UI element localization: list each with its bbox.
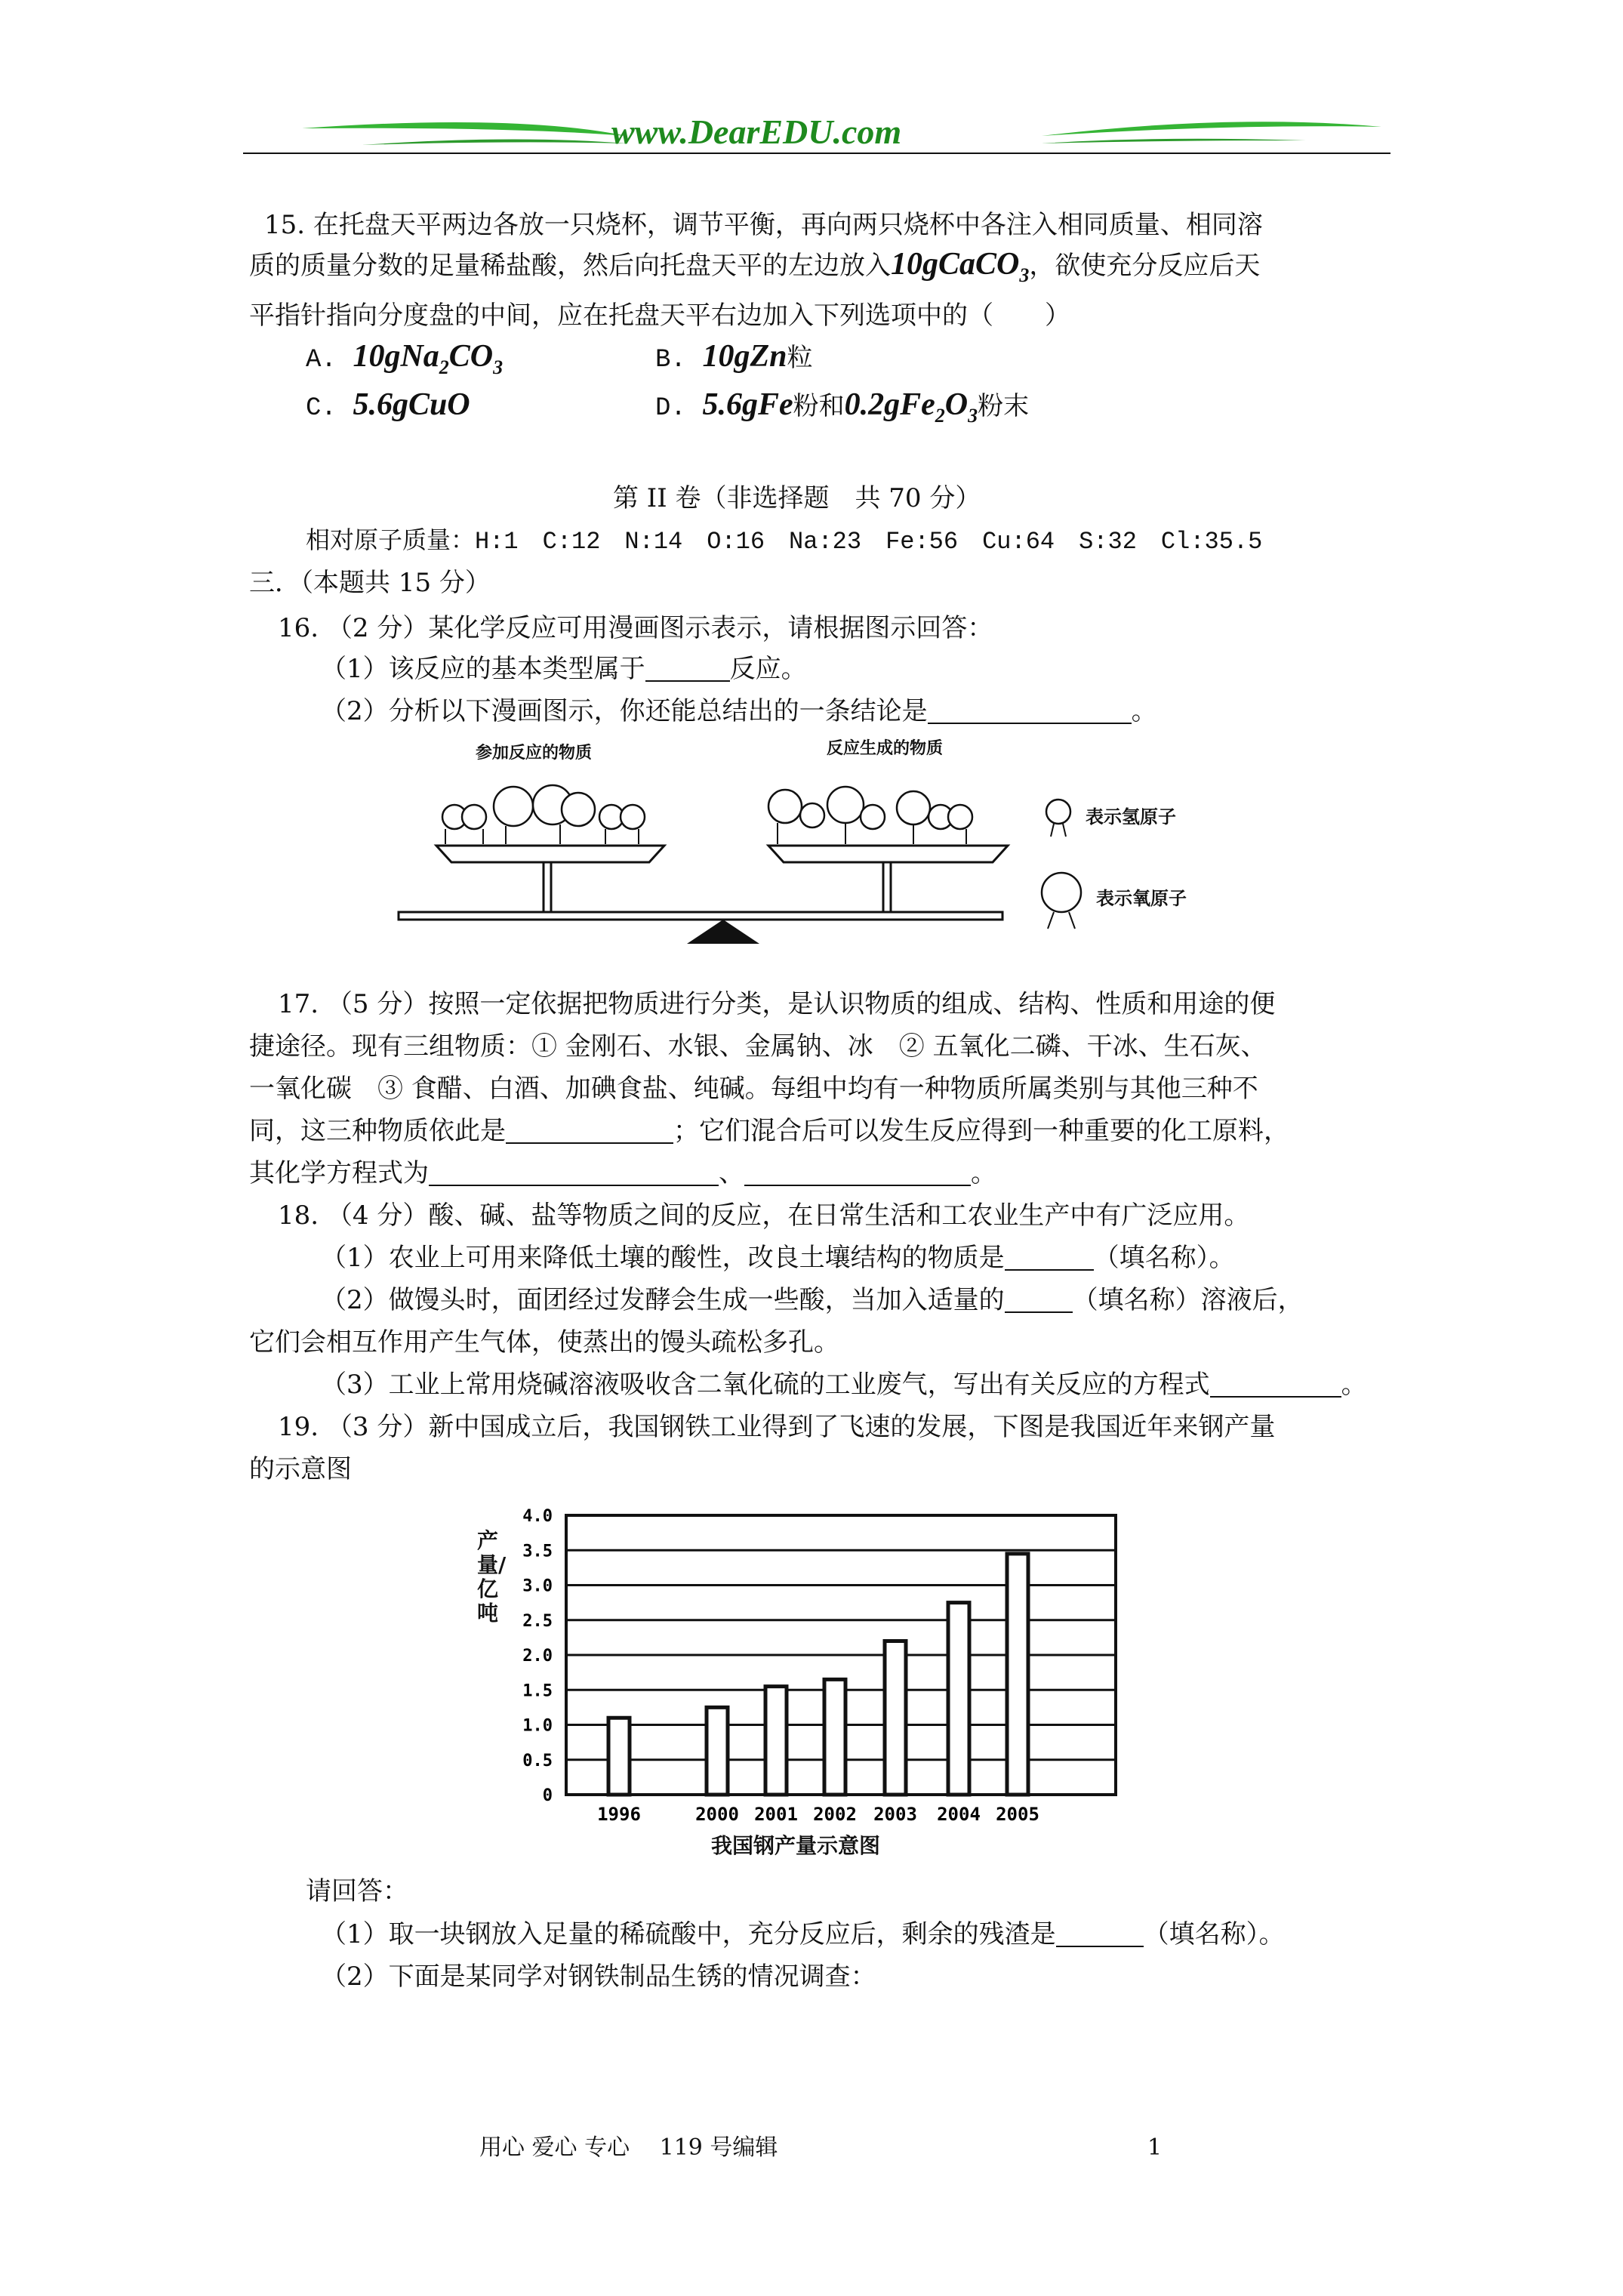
bar	[1007, 1554, 1028, 1795]
page-number: 1	[1147, 2134, 1163, 2161]
q15-line2: 质的质量分数的足量稀盐酸，然后向托盘天平的左边放入10gCaCO$_3$，欲使充分反应后天	[249, 247, 1261, 286]
logo-text: www.DearEDU.com	[611, 112, 902, 151]
q15-line1: 15. 在托盘天平两边各放一只烧杯，调节平衡，再向两只烧杯中各注入相同质量、相同溶	[264, 210, 1263, 240]
y-tick-label: 1.5	[522, 1681, 553, 1701]
y-tick-label: 0.5	[522, 1751, 553, 1771]
x-tick-label: 2004	[937, 1804, 981, 1825]
q15-option-d: D. 5.6gFe粉和$0.2gFe_2O_3$粉末	[655, 387, 1030, 427]
q19-sub2: （2）下面是某同学对钢铁制品生锈的情况调查：	[321, 1962, 876, 1992]
answer-blank[interactable]	[744, 1160, 971, 1186]
q18-sub3: （3）工业上常用烧碱溶液吸收含二氧化硫的工业废气，写出有关反应的方程式 。	[321, 1370, 1367, 1400]
q18-sub2: （2）做馒头时，面团经过发酵会生成一些酸，当加入适量的 （填名称）溶液后，	[321, 1285, 1304, 1315]
bar	[885, 1641, 906, 1795]
balance-drawing	[393, 740, 1223, 966]
q19-please: 请回答：	[306, 1876, 408, 1906]
y-tick-label: 4.0	[522, 1507, 553, 1526]
q16-sub1: （1）该反应的基本类型属于 反应。	[321, 654, 807, 684]
q17-line2: 捷途径。现有三组物质：① 金刚石、水银、金属钠、冰 ② 五氧化二磷、干冰、生石灰、	[249, 1031, 1267, 1062]
bar	[765, 1687, 787, 1795]
footer-text: 用心 爱心 专心 119 号编辑	[479, 2134, 778, 2161]
bar	[948, 1603, 969, 1795]
fig-right-label: 反应生成的物质	[827, 739, 944, 758]
chart-title: 我国钢产量示意图	[711, 1833, 881, 1858]
q16-stem: 16. （2 分）某化学反应可用漫画图示表示，请根据图示回答：	[278, 613, 993, 643]
fig-left-label: 参加反应的物质	[476, 744, 593, 763]
q15-option-c: C. 5.6gCuO	[306, 387, 470, 423]
section-title: 第 II 卷（非选择题 共 70 分）	[613, 483, 981, 513]
y-tick-label: 1.0	[522, 1716, 553, 1736]
x-tick-label: 2002	[813, 1804, 857, 1825]
q19-sub1: （1）取一块钢放入足量的稀硫酸中，充分反应后，剩余的残渣是 （填名称）。	[321, 1919, 1285, 1949]
atomic-masses: 相对原子质量：H:1 C:12 N:14 O:16 Na:23 Fe:56 Cu:64 S:32 Cl:35.5	[306, 528, 1263, 556]
balance-figure	[393, 740, 1223, 966]
answer-blank[interactable]	[1056, 1922, 1144, 1947]
answer-blank[interactable]	[1210, 1372, 1341, 1398]
q16-sub2: （2）分析以下漫画图示，你还能总结出的一条结论是 。	[321, 696, 1157, 726]
answer-blank[interactable]	[1005, 1287, 1073, 1313]
bar	[707, 1707, 728, 1795]
q17-line3: 一氧化碳 ③ 食醋、白酒、加碘食盐、纯碱。每组中均有一种物质所属类别与其他三种不	[249, 1074, 1258, 1104]
answer-blank[interactable]	[1005, 1245, 1094, 1271]
formula-caco3: 10gCaCO$_3$	[891, 247, 1030, 286]
q17-line5: 其化学方程式为 、 。	[249, 1158, 996, 1188]
y-tick-label: 0	[542, 1786, 553, 1805]
q19-line1: 19. （3 分）新中国成立后，我国钢铁工业得到了飞速的发展，下图是我国近年来钢产量	[278, 1412, 1276, 1442]
part3-heading: 三．（本题共 15 分）	[249, 568, 491, 598]
q19-line2: 的示意图	[249, 1454, 352, 1484]
q15-option-b: B. 10gZn粒	[655, 339, 813, 374]
chart-ylabel: 产量/亿吨	[477, 1528, 507, 1626]
steel-chart	[468, 1499, 1147, 1861]
bar	[608, 1718, 630, 1795]
header-rule	[243, 153, 1390, 154]
q15-option-a: A. $10gNa_2CO_3$	[306, 339, 504, 378]
answer-blank[interactable]	[928, 698, 1132, 724]
y-tick-label: 2.5	[522, 1611, 553, 1631]
x-tick-label: 2001	[754, 1804, 798, 1825]
legend-oxygen: 表示氧原子	[1096, 888, 1187, 909]
q18-stem: 18. （4 分）酸、碱、盐等物质之间的反应，在日常生活和工农业生产中有广泛应用。	[278, 1200, 1250, 1231]
y-tick-label: 3.5	[522, 1542, 553, 1561]
q15-line3: 平指针指向分度盘的中间，应在托盘天平右边加入下列选项中的（ ）	[249, 300, 1070, 331]
y-tick-label: 3.0	[522, 1576, 553, 1596]
x-tick-label: 2000	[695, 1804, 739, 1825]
x-tick-label: 2003	[873, 1804, 917, 1825]
x-tick-label: 1996	[597, 1804, 641, 1825]
q18-sub2-cont: 它们会相互作用产生气体，使蒸出的馒头疏松多孔。	[249, 1327, 839, 1358]
chart-svg	[468, 1499, 1147, 1861]
header-logo	[287, 106, 1381, 159]
answer-blank[interactable]	[506, 1118, 673, 1144]
q17-line4: 同，这三种物质依此是 ；它们混合后可以发生反应得到一种重要的化工原料，	[249, 1116, 1289, 1146]
x-tick-label: 2005	[996, 1804, 1039, 1825]
bar	[824, 1679, 845, 1795]
q17-line1: 17. （5 分）按照一定依据把物质进行分类，是认识物质的组成、结构、性质和用途的便	[278, 989, 1276, 1019]
legend-hydrogen: 表示氢原子	[1086, 806, 1176, 827]
y-tick-label: 2.0	[522, 1647, 553, 1666]
q18-sub1: （1）农业上可用来降低土壤的酸性，改良土壤结构的物质是 （填名称）。	[321, 1243, 1235, 1273]
answer-blank[interactable]	[645, 656, 730, 682]
answer-blank[interactable]	[429, 1160, 719, 1186]
